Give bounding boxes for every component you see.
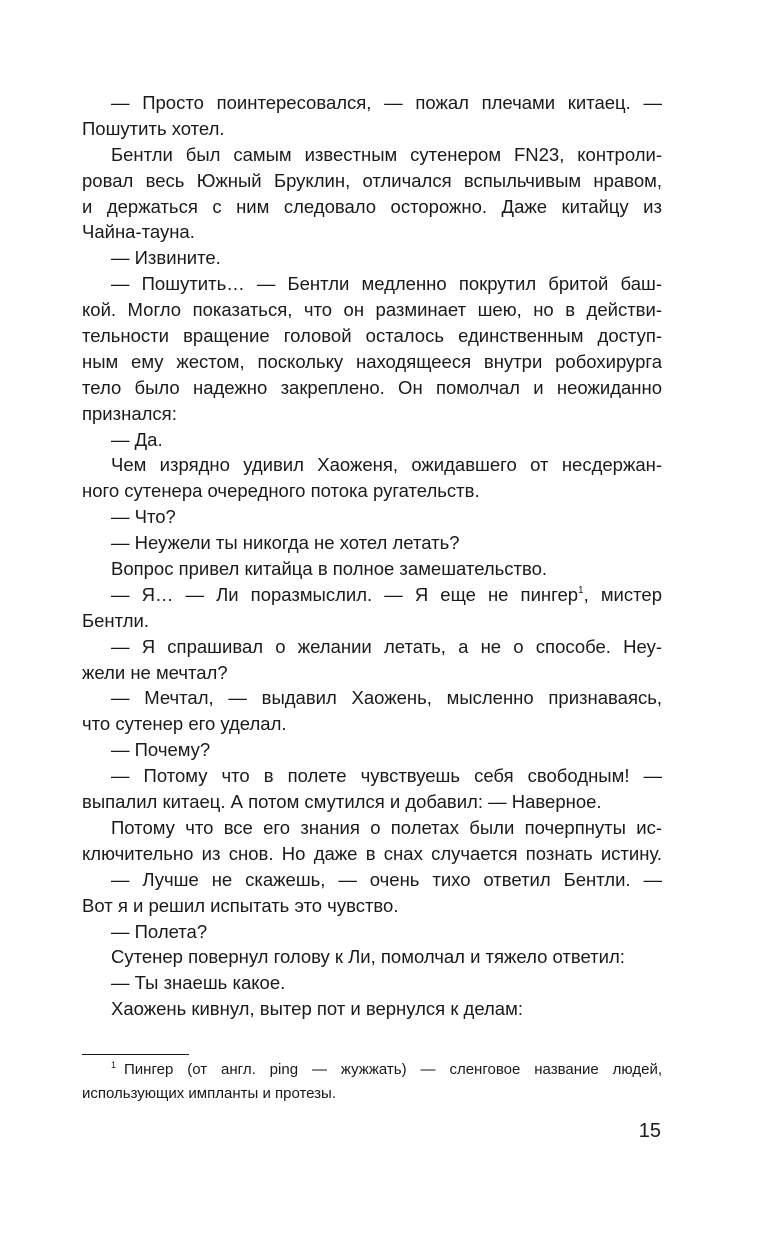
text-line: — Потому что в полете чувствуешь себя свободным! — [111, 765, 662, 787]
text-line: тело было надежно закреплено. Он помолчал и неожиданно [82, 376, 662, 398]
text-line: ключительно из снов. Но даже в снах случается познать истину. [82, 842, 662, 864]
text-line: — Мечтал, — выдавил Хаожень, мысленно признаваясь, [111, 687, 662, 709]
text-line: кой. Могло показаться, что он разминает шею, но в действи- [82, 299, 662, 321]
text-line: ным ему жестом, поскольку находящееся внутри робохирурга [82, 350, 662, 372]
text-line: — Извините. [111, 247, 221, 269]
page-number: 15 [638, 1120, 661, 1142]
text-line: Хаожень кивнул, вытер пот и вернулся к делам: [111, 998, 523, 1020]
text-segment: — Я… — Ли поразмыслил. — Я еще не пингер [111, 583, 579, 605]
text-line: — Просто поинтересовался, — пожал плечами китаец. — [111, 92, 662, 113]
text-line: — Неужели ты никогда не хотел летать? [111, 532, 460, 554]
footnote-marker: 1 [111, 1060, 117, 1070]
text-line: тельности вращение головой осталось единственным доступ- [82, 325, 662, 347]
text-line: Пошутить хотел. [82, 117, 225, 139]
text-line: Сутенер повернул голову к Ли, помолчал и тяжело ответил: [111, 946, 625, 968]
text-line: Бентли был самым известным сутенером FN23, контроли- [111, 143, 662, 165]
text-line: — Почему? [111, 739, 211, 761]
footnote-line: использующих импланты и протезы. [82, 1085, 337, 1102]
text-line: признался: [82, 402, 177, 424]
text-line: — Я спрашивал о желании летать, а не о способе. Неу- [111, 635, 662, 657]
text-line: Вопрос привел китайца в полное замешательство. [111, 558, 548, 580]
text-line: Вот я и решил испытать это чувство. [82, 894, 399, 916]
text-line: — Полета? [111, 920, 208, 942]
text-line: — Ты знаешь какое. [111, 972, 286, 994]
text-line: — Что? [111, 506, 176, 528]
text-line [82, 582, 662, 608]
text-line: Чайна-тауна. [82, 221, 195, 243]
text-segment: , мистер [583, 583, 662, 605]
text-line: — Пошутить… — Бентли медленно покрутил бритой баш- [111, 273, 662, 295]
footnote-divider [82, 1054, 189, 1055]
text-line: Бентли. [82, 609, 149, 631]
text-line: и держаться с ним следовало осторожно. Даже китайцу из [82, 195, 662, 217]
text-line: что сутенер его уделал. [82, 713, 287, 735]
text-line: жели не мечтал? [82, 661, 228, 683]
text-line: — Лучше не скажешь, — очень тихо ответил Бентли. — [111, 868, 662, 890]
text-line: ровал весь Южный Бруклин, отличался вспыльчивым нравом, [82, 169, 662, 191]
text-line: — Да. [111, 428, 163, 450]
text-line: ного сутенера очередного потока ругательств. [82, 480, 480, 502]
text-line: Чем изрядно удивил Хаоженя, ожидавшего от несдержан- [111, 454, 662, 476]
text-line: выпалил китаец. А потом смутился и добавил: — Наверное. [82, 791, 602, 813]
body-text [82, 90, 662, 1022]
footnote-text: Пингер (от англ. ping — жужжать) — сленговое название людей, [124, 1061, 662, 1078]
footnotes [82, 1058, 662, 1106]
footnote-line [82, 1058, 662, 1082]
footnote-marker: 1 [578, 584, 584, 596]
text-line: Потому что все его знания о полетах были почерпнуты ис- [111, 816, 662, 838]
